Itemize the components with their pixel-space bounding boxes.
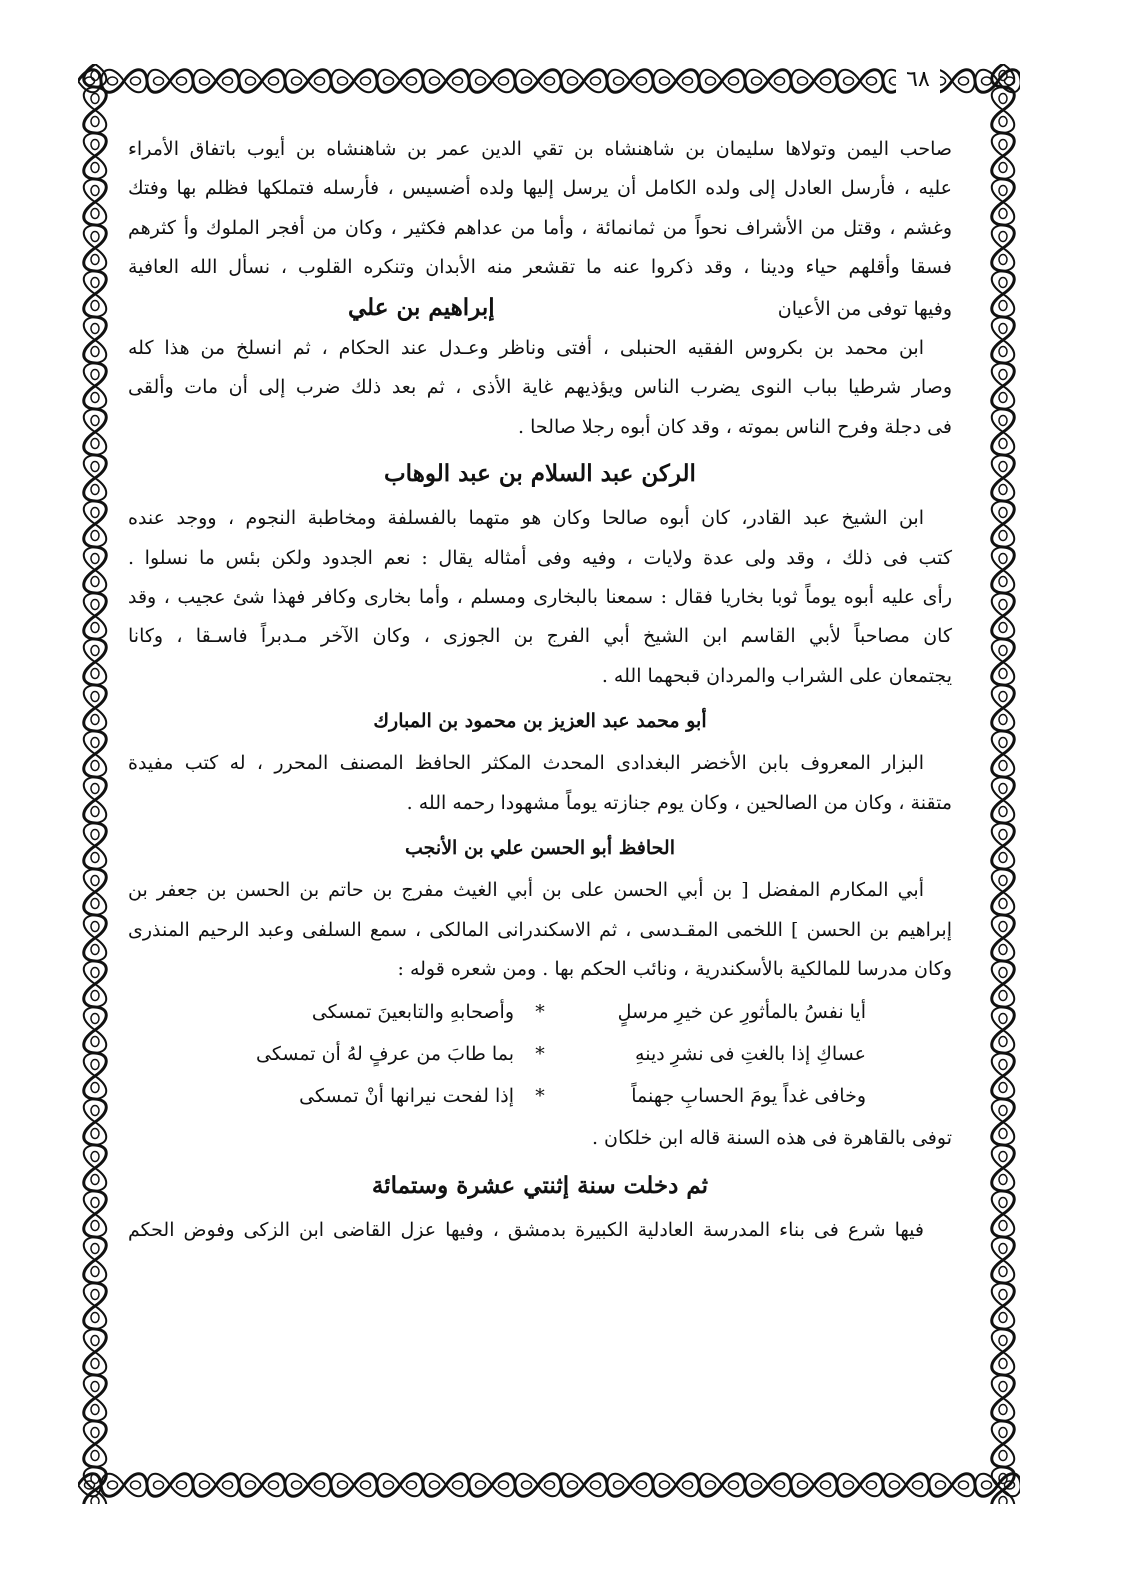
- entry-title: إبراهيم بن علي: [348, 293, 495, 321]
- page-number: ٦٨: [896, 66, 940, 94]
- text-line: وصار شرطيا بباب النوى يضرب الناس ويؤذيهم غاية الأذى ، ثم بعد ذلك ضرب إلى أن مات وألقى: [128, 376, 952, 399]
- verse-separator: *: [535, 1085, 545, 1108]
- poem-verse: [128, 1075, 952, 1117]
- text-line: وكان مدرسا للمالكية بالأسكندرية ، ونائب الحكم بها . ومن شعره قوله :: [397, 957, 952, 980]
- entry-title: الركن عبد السلام بن عبد الوهاب: [384, 460, 696, 488]
- text-line: وغشم ، وقتل من الأشراف نحواً من ثمانمائة ، وأما من عداهم فكثير ، وكان من أفجر الملوك وأ كثرهم: [128, 216, 952, 239]
- text-line: ابن الشيخ عبد القادر، كان أبوه صالحا وكان هو متهما بالفسلفة ومخاطبة النجوم ، ووجد عنده: [128, 507, 924, 530]
- text-line: فى دجلة وفرح الناس بموته ، وقد كان أبوه رجلا صالحا .: [518, 415, 952, 438]
- entry-title: أبو محمد عبد العزيز بن محمود بن المبارك: [373, 710, 707, 733]
- verse-first-hemistich: وخافى غداً يومَ الحسابِ جهنماً: [631, 1085, 866, 1108]
- entry-title: الحافظ أبو الحسن علي بن الأنجب: [405, 837, 675, 860]
- poem-verse: [128, 991, 952, 1033]
- text-line: يجتمعان على الشراب والمردان قبحهما الله .: [601, 664, 952, 687]
- text-line: فسقا وأقلهم حياء ودينا ، وقد ذكروا عنه ما تقشعر منه الأبدان وتنكره القلوب ، نسأل الله العافية: [128, 256, 952, 279]
- text-line: كان مصاحباً لأبي القاسم ابن الشيخ أبي الفرج بن الجوزى ، وكان الآخر مـدبراً فاسـقا ، وكانا: [128, 625, 952, 648]
- ornamental-border-left: [78, 64, 112, 1504]
- poem: [128, 991, 952, 1117]
- poem-verse: [128, 1033, 952, 1075]
- ornamental-border-bottom: [78, 1468, 1020, 1504]
- text-line: ابن محمد بن بكروس الفقيه الحنبلى ، أفتى وناظر وعـدل عند الحكام ، ثم انسلخ من هذا كله: [128, 337, 924, 360]
- text-line: فيها شرع فى بناء المدرسة العادلية الكبيرة بدمشق ، وفيها عزل القاضى ابن الزكى وفوض الحكم: [128, 1218, 924, 1241]
- verse-first-hemistich: أيا نفسُ بالمأثورِ عن خيرِ مرسلٍ: [617, 1001, 866, 1024]
- verse-second-hemistich: إذا لفحت نيرانها أنْ تمسكى: [299, 1085, 514, 1108]
- verse-second-hemistich: بما طابَ من عرفٍ لهُ أن تمسكى: [255, 1043, 514, 1066]
- text-line: وفيها توفى من الأعيان: [777, 297, 952, 320]
- text-line: أبي المكارم المفضل [ بن أبي الحسن على بن أبي الغيث مفرج بن حاتم بن الحسن بن جعفر بن: [128, 879, 924, 902]
- year-heading: ثم دخلت سنة إثنتي عشرة وستمائة: [371, 1171, 709, 1199]
- text-line: البزار المعروف بابن الأخضر البغدادى المحدث المكثر الحافظ المصنف المحرر ، له كتب مفيدة: [128, 752, 924, 775]
- obituary-intro-line: [128, 288, 952, 329]
- page-body: [128, 130, 952, 1250]
- verse-separator: *: [535, 1043, 545, 1066]
- verse-second-hemistich: وأصحابهِ والتابعينَ تمسكى: [311, 1001, 514, 1024]
- text-line: رأى عليه أبوه يوماً ثوبا بخاريا فقال : سمعنا بالبخارى ومسلم ، وأما بخارى وكافر فهذا شئ عجيب ، وقد: [128, 586, 952, 609]
- ornamental-border-top: [78, 64, 1020, 98]
- verse-separator: *: [535, 1001, 545, 1024]
- text-line: توفى بالقاهرة فى هذه السنة قاله ابن خلكان .: [591, 1127, 952, 1150]
- text-line: متقنة ، وكان من الصالحين ، وكان يوم جنازته يوماً مشهودا رحمه الله .: [406, 791, 952, 814]
- verse-first-hemistich: عساكِ إذا بالغتِ فى نشرِ دينهِ: [635, 1043, 866, 1066]
- text-line: كتب فى ذلك ، وقد ولى عدة ولايات ، وفيه وفى أمثاله يقال : نعم الجدود ولكن بئس ما نسلوا .: [128, 546, 952, 569]
- text-line: صاحب اليمن وتولاها سليمان بن شاهنشاه بن تقي الدين عمر بن شاهنشاه بن أيوب باتفاق الأمراء: [128, 138, 952, 160]
- text-line: عليه ، فأرسل العادل إلى ولده الكامل أن يرسل إليها ولده أضسيس ، فأرسله فتملكها فظلم بها وفتك: [128, 177, 952, 200]
- text-line: إبراهيم بن الحسن ] اللخمى المقـدسى ، ثم الاسكندرانى المالكى ، سمع السلفى وعبد الرحيم المنذرى: [128, 918, 952, 941]
- ornamental-border-right: [986, 64, 1020, 1504]
